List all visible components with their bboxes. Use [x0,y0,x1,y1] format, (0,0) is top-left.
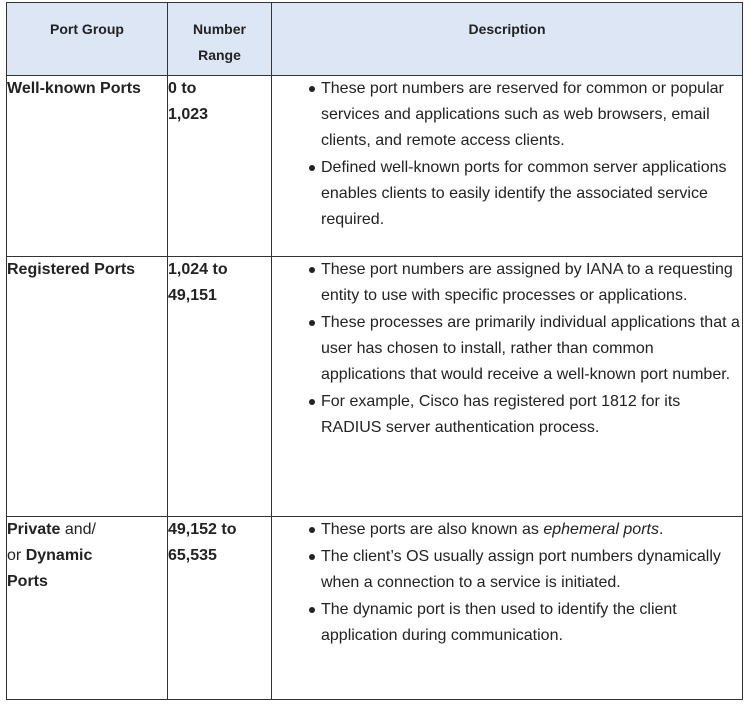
ephemeral-ports-term: ephemeral ports [543,521,659,538]
header-range-line2: Range [198,47,241,63]
description-item: Defined well-known ports for common server applications enables clients to easily identify the associated service required. [321,155,742,233]
table-row [7,517,743,700]
header-number-range [168,3,272,76]
description-item: These port numbers are assigned by IANA to a requesting entity to use with specific processes or applications. [321,257,742,309]
port-group-label: Registered Ports [7,261,136,278]
range-line2: 65,535 [168,547,217,564]
description-item: The client’s OS usually assign port numbers dynamically when a connection to a service is initiated. [321,544,742,596]
description-item: These processes are primarily individual applications that a user has chosen to install, rather than common applications that would receive a well-known port number. [321,310,742,388]
range-line1: 1,024 to [168,261,228,278]
description-item: The dynamic port is then used to identify the client application during communication. [321,597,742,649]
description-list [272,257,742,441]
port-group-cell [7,257,168,517]
description-item: For example, Cisco has registered port 1812 for its RADIUS server authentication process. [321,389,742,441]
description-cell [272,257,743,517]
header-description-label: Description [468,21,546,37]
port-group-label-part: Private [7,521,61,538]
port-group-label-part: and/ [64,521,96,538]
description-text: . [658,521,664,538]
number-range-cell [168,517,272,700]
number-range-cell [168,76,272,257]
header-port-group [7,3,168,76]
table-header-row [7,3,743,76]
port-group-cell [7,76,168,257]
port-group-label-part: Dynamic [25,547,93,564]
header-range-line1: Number [193,21,246,37]
description-item: These port numbers are reserved for common or popular services and applications such as web browsers, email clients, and remote access clients. [321,76,742,154]
range-line2: 1,023 [168,106,209,123]
table-row [7,76,743,257]
range-line1: 0 to [168,80,197,97]
header-number-range-label [168,3,271,68]
description-cell [272,517,743,700]
port-group-label-part: or [7,547,22,564]
description-cell [272,76,743,257]
description-list [272,517,742,649]
description-text: These ports are also known as [321,521,539,538]
table-row [7,257,743,517]
port-groups-table [6,2,743,700]
description-list [272,76,742,233]
range-line2: 49,151 [168,287,217,304]
number-range-cell [168,257,272,517]
range-line1: 49,152 to [168,521,237,538]
port-group-cell [7,517,168,700]
port-group-label-part: Ports [7,573,48,590]
header-port-group-label: Port Group [50,21,124,37]
header-description [272,3,743,76]
description-item [321,517,742,543]
port-group-label: Well-known Ports [7,80,141,97]
